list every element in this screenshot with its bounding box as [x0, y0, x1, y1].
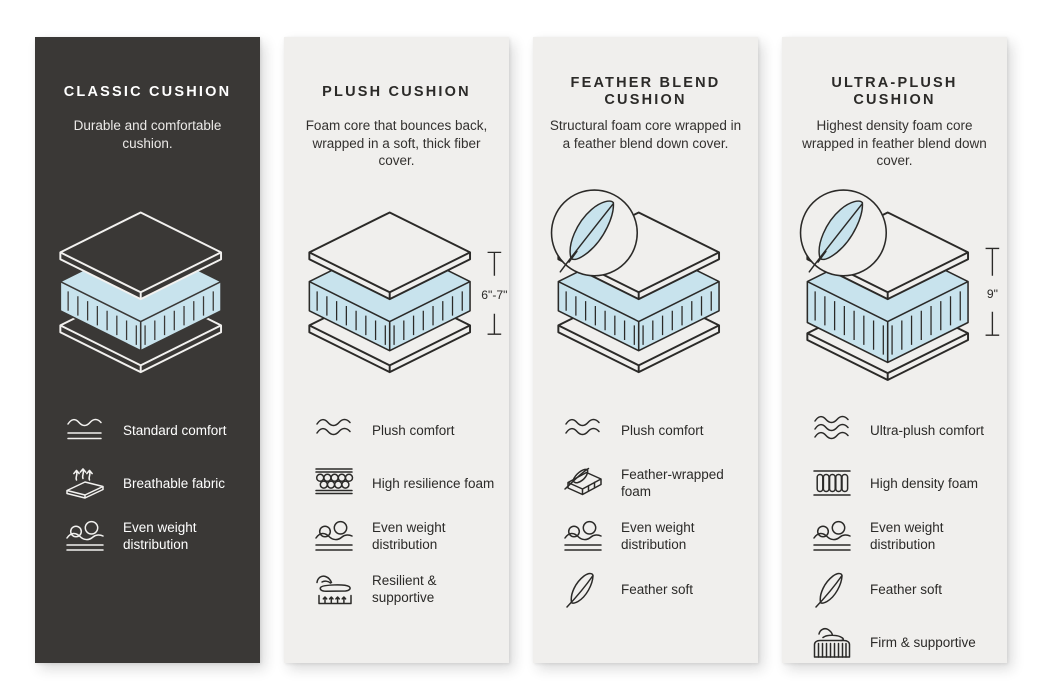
- cushion-layers-diagram: [534, 185, 758, 385]
- weight-distribution-icon: [312, 517, 356, 555]
- feature-item: [810, 464, 993, 502]
- wave-single-icon: [63, 411, 107, 449]
- feature-item: [63, 464, 246, 502]
- feather-icon: [561, 570, 605, 608]
- feature-item: [63, 411, 246, 449]
- feather-wrapped-foam-icon: [561, 464, 605, 502]
- feather-icon: [810, 570, 854, 608]
- wave-double-icon: [561, 411, 605, 449]
- feature-label: Plush comfort: [372, 422, 455, 438]
- dimension-label: 9": [986, 287, 998, 302]
- feature-item: [63, 517, 246, 555]
- card-description: Foam core that bounces back, wrapped in a soft, thick fiber cover.: [305, 118, 488, 168]
- resilience-foam-icon: [312, 464, 356, 502]
- wave-double-icon: [312, 411, 356, 449]
- dimension-indicator: [481, 252, 507, 334]
- cushion-illustration: [284, 185, 509, 385]
- feature-list: [35, 411, 260, 555]
- feature-label: Breathable fabric: [123, 475, 226, 491]
- card-plush-cushion: [284, 37, 509, 663]
- feature-label: Even weight distribution: [123, 520, 197, 552]
- feature-item: [312, 517, 495, 555]
- dimension-indicator: [985, 248, 999, 335]
- feature-label: Firm & supportive: [870, 634, 976, 650]
- feature-item: [312, 570, 495, 608]
- feature-list: [782, 411, 1007, 661]
- cushion-illustration: [35, 185, 260, 385]
- feature-label: Standard comfort: [123, 422, 227, 438]
- card-description: Highest density foam core wrapped in feather blend down cover.: [802, 118, 987, 168]
- card-feather-blend-cushion: [533, 37, 758, 663]
- feather-badge-icon: [551, 190, 637, 276]
- cushion-layers-diagram: [783, 185, 1007, 385]
- weight-distribution-icon: [63, 517, 107, 555]
- feature-label: Plush comfort: [621, 422, 704, 438]
- feature-label: Even weight distribution: [372, 520, 446, 552]
- cushion-illustration: [782, 185, 1007, 385]
- feature-item: [810, 570, 993, 608]
- feature-item: [810, 623, 993, 661]
- feature-label: Even weight distribution: [621, 520, 695, 552]
- feature-label: High resilience foam: [372, 475, 495, 491]
- feature-item: [561, 517, 744, 555]
- feature-item: [312, 464, 495, 502]
- card-description: Structural foam core wrapped in a feather blend down cover.: [549, 118, 742, 151]
- cushion-layers-diagram: [285, 185, 509, 385]
- firm-supportive-icon: [810, 623, 854, 661]
- feature-label: Resilient & supportive: [372, 573, 437, 605]
- weight-distribution-icon: [810, 517, 854, 555]
- feature-label: Even weight distribution: [870, 520, 944, 552]
- weight-distribution-icon: [561, 517, 605, 555]
- card-title: PLUSH CUSHION: [322, 83, 471, 100]
- feature-item: [810, 411, 993, 449]
- density-foam-icon: [810, 464, 854, 502]
- resilient-supportive-icon: [312, 570, 356, 608]
- card-classic-cushion: [35, 37, 260, 663]
- breathable-fabric-icon: [63, 464, 107, 502]
- cushion-illustration: [533, 185, 758, 385]
- feature-item: [810, 517, 993, 555]
- feather-badge-icon: [800, 190, 886, 276]
- feature-label: Feather soft: [870, 581, 943, 597]
- feature-item: [561, 570, 744, 608]
- card-description: Durable and comfortable cushion.: [73, 118, 222, 151]
- wave-triple-icon: [810, 411, 854, 449]
- feature-label: Ultra-plush comfort: [870, 422, 985, 438]
- feature-list: [533, 411, 758, 608]
- feature-list: [284, 411, 509, 608]
- feature-item: [312, 411, 495, 449]
- feature-label: Feather soft: [621, 581, 694, 597]
- feature-label: Feather-wrapped foam: [621, 467, 724, 499]
- feature-item: [561, 411, 744, 449]
- card-title: CLASSIC CUSHION: [63, 83, 232, 100]
- card-ultra-plush-cushion: [782, 37, 1007, 663]
- feature-item: [561, 464, 744, 502]
- card-title: ULTRA-PLUSH CUSHION: [831, 75, 958, 108]
- feature-label: High density foam: [870, 475, 979, 491]
- cushion-layers-diagram: [36, 185, 260, 385]
- card-title: FEATHER BLEND CUSHION: [570, 75, 721, 108]
- dimension-label: 6"-7": [480, 288, 507, 303]
